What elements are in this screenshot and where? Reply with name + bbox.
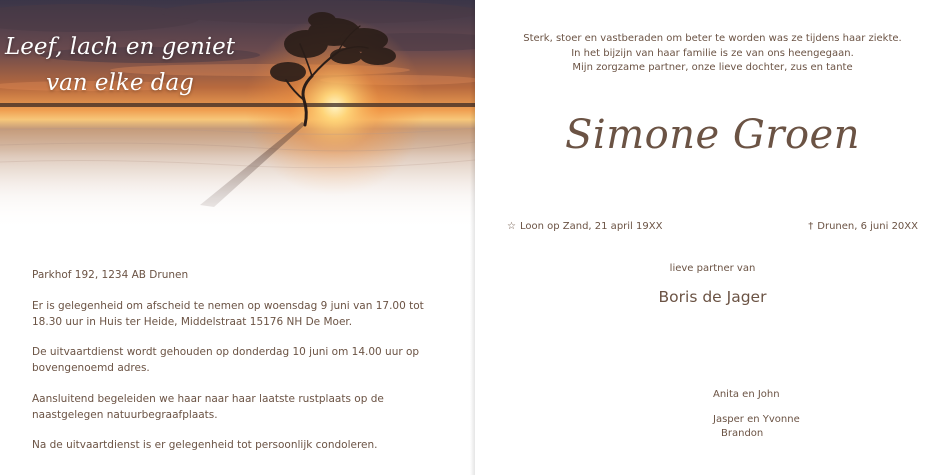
birth-text: Loon op Zand, 21 april 19XX (519, 221, 663, 232)
partner-label: lieve partner van (669, 263, 756, 274)
relative-group (713, 388, 800, 403)
home-address: Parkhof 192, 1234 AB Drunen (32, 269, 189, 281)
right-page (475, 0, 950, 475)
intro-text (475, 32, 950, 76)
funeral-paragraph: De uitvaartdienst wordt gehouden op donderdag 10 juni om 14.00 uur op bovengenoemd adres. (32, 346, 420, 374)
deceased-name: Simone Groen (565, 112, 860, 158)
burial-paragraph: Aansluitend begeleiden we haar naar haar laatste rustplaats op de naastgelegen natuurbegraafplaats. (32, 392, 384, 421)
relative-group (713, 413, 800, 442)
relative-line: Brandon (721, 428, 764, 439)
partner-name: Boris de Jager (658, 288, 767, 306)
death-info (808, 221, 918, 232)
motto (0, 30, 240, 101)
condolence-paragraph: Na de uitvaartdienst is er gelegenheid tot persoonlijk condoleren. (32, 439, 378, 452)
relative-line: Anita en John (713, 389, 780, 400)
death-text: Drunen, 6 juni 20XX (817, 221, 918, 232)
motto-line: van elke dag (46, 69, 194, 96)
relatives-list (713, 388, 800, 452)
farewell-paragraph: Er is gelegenheid om afscheid te nemen op woensdag 9 juni van 17.00 tot 18.30 uur in Huis ter Heide, Middelstraat 15176 NH De Moer. (32, 299, 424, 328)
ceremony-details (32, 268, 452, 469)
intro-line: Sterk, stoer en vastberaden om beter te worden was ze tijdens haar ziekte. (523, 33, 902, 44)
birth-info (507, 221, 662, 232)
relative-line: Jasper en Yvonne (713, 413, 800, 425)
star-icon: ☆ (507, 221, 516, 232)
cross-icon: † (808, 221, 814, 232)
intro-line: In het bijzijn van haar familie is ze van ons heengegaan. (571, 47, 854, 59)
intro-line: Mijn zorgzame partner, onze lieve dochter, zus en tante (572, 62, 853, 73)
motto-line: Leef, lach en geniet (5, 34, 235, 60)
